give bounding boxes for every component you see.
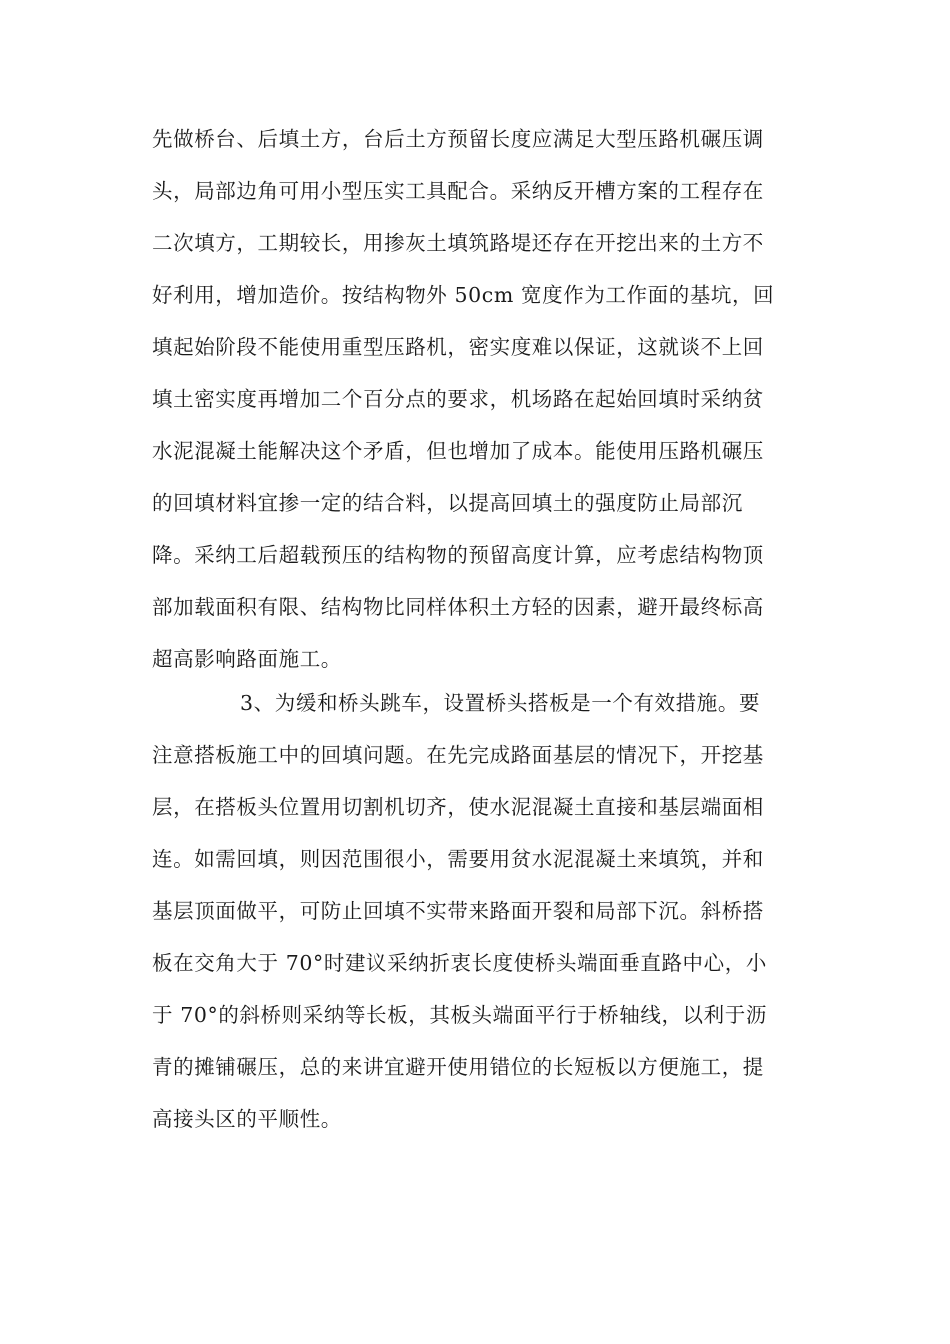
paragraph-1	[152, 113, 800, 685]
paragraph-line: 填土密实度再增加二个百分点的要求，机场路在起始回填时采纳贫	[152, 387, 764, 411]
paragraph-line: 部加载面积有限、结构物比同样体积土方轻的因素，避开最终标高	[152, 595, 764, 619]
paragraph-line: 超高影响路面施工。	[152, 647, 342, 671]
paragraph-line: 头，局部边角可用小型压实工具配合。采纳反开槽方案的工程存在	[152, 179, 764, 203]
paragraph-line: 3、为缓和桥头跳车，设置桥头搭板是一个有效措施。要	[240, 691, 761, 715]
paragraph-line: 填起始阶段不能使用重型压路机，密实度难以保证，这就谈不上回	[152, 335, 764, 359]
paragraph-line: 二次填方，工期较长，用掺灰土填筑路堤还存在开挖出来的土方不	[152, 231, 764, 255]
paragraph-line: 先做桥台、后填土方，台后土方预留长度应满足大型压路机碾压调	[152, 127, 764, 151]
paragraph-line: 的回填材料宜掺一定的结合料，以提高回填土的强度防止局部沉	[152, 491, 743, 515]
paragraph-line: 板在交角大于 70°时建议采纳折衷长度使桥头端面垂直路中心，小	[152, 951, 767, 975]
paragraph-line: 水泥混凝土能解决这个矛盾，但也增加了成本。能使用压路机碾压	[152, 439, 764, 463]
paragraph-line: 连。如需回填，则因范围很小，需要用贫水泥混凝土来填筑，并和	[152, 847, 764, 871]
paragraph-line: 注意搭板施工中的回填问题。在先完成路面基层的情况下，开挖基	[152, 743, 764, 767]
paragraph-line: 于 70°的斜桥则采纳等长板，其板头端面平行于桥轴线，以利于沥	[152, 1003, 767, 1027]
paragraph-line: 基层顶面做平，可防止回填不实带来路面开裂和局部下沉。斜桥搭	[152, 899, 764, 923]
paragraph-2	[152, 677, 800, 1145]
paragraph-line: 好利用，增加造价。按结构物外 50cm 宽度作为工作面的基坑，回	[152, 283, 775, 307]
paragraph-line: 降。采纳工后超载预压的结构物的预留高度计算，应考虑结构物顶	[152, 543, 764, 567]
paragraph-line: 青的摊铺碾压，总的来讲宜避开使用错位的长短板以方便施工，提	[152, 1055, 764, 1079]
paragraph-line: 层，在搭板头位置用切割机切齐，使水泥混凝土直接和基层端面相	[152, 795, 764, 819]
paragraph-line: 高接头区的平顺性。	[152, 1107, 342, 1131]
